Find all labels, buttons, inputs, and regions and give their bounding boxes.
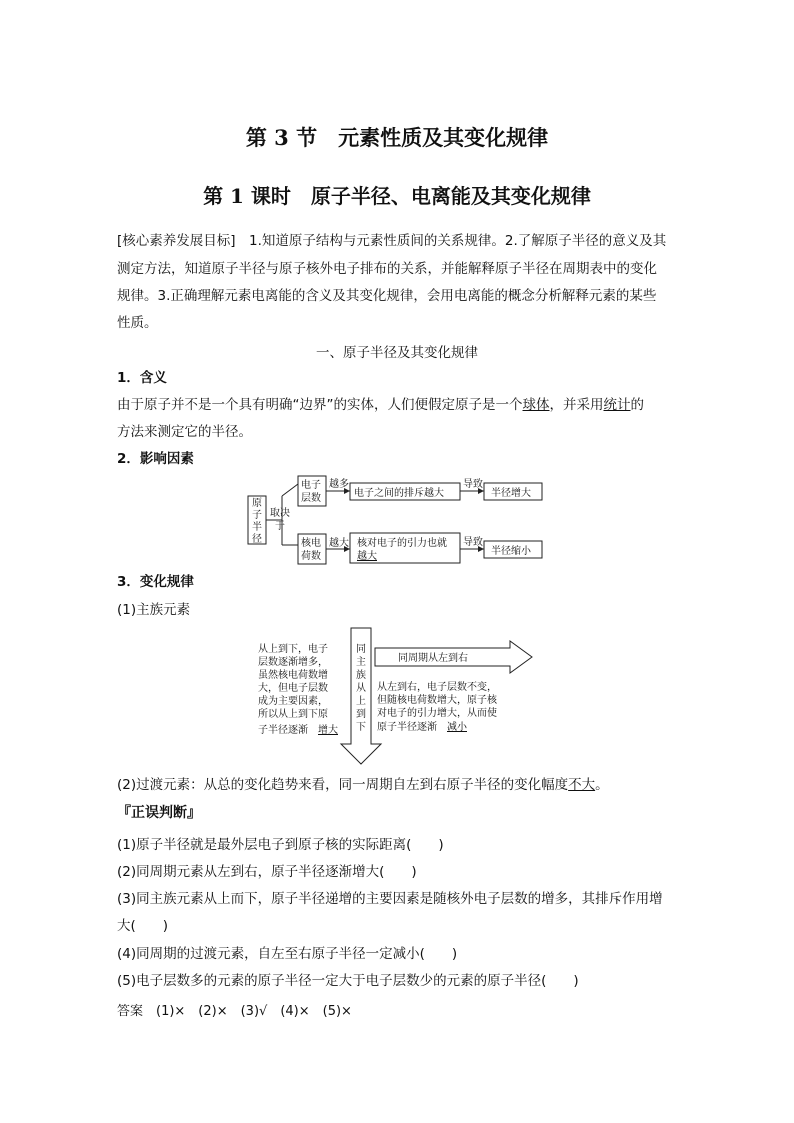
root-char: 子: [252, 510, 262, 521]
judge-item: (5)电子层数多的元素的原子半径一定大于电子层数少的元素的原子半径( ): [117, 973, 579, 989]
main-group-label: (1)主族元素: [117, 602, 191, 618]
result-text: 半径缩小: [491, 546, 531, 557]
effect-text: 核对电子的引力也就: [357, 538, 447, 549]
down-label: 上: [356, 696, 366, 707]
law-heading: 3．变化规律: [117, 574, 194, 590]
root-char: 径: [252, 534, 262, 545]
judge-item: (4)同周期的过渡元素，自左至右原子半径一定减小( ): [117, 946, 458, 962]
left-text: 大，但电子层数: [258, 683, 328, 694]
right-arrow-label: 同周期从左到右: [398, 653, 468, 664]
down-label: 同: [356, 644, 366, 655]
meaning-text: 的: [630, 397, 644, 413]
lead-label: 导致: [463, 537, 483, 548]
left-text: 从上到下，电子: [258, 644, 328, 655]
left-text: 子半径逐渐: [258, 725, 308, 736]
depends-label: 于: [275, 521, 285, 532]
root-char: 半: [252, 522, 262, 533]
right-text: 但随核电荷数增大，原子核: [377, 695, 497, 706]
transition-line: [117, 775, 609, 795]
result-text: 半径增大: [491, 488, 531, 499]
judge-item: (3)同主族元素从上而下，原子半径递增的主要因素是随核外电子层数的增多，其排斥作用增: [117, 891, 663, 907]
answer-line: 答案 (1)× (2)× (3)√ (4)× (5)×: [117, 1004, 352, 1019]
root-char: 原: [252, 498, 262, 509]
right-underlined: 减小: [447, 722, 467, 733]
judge-item: (1)原子半径就是最外层电子到原子核的实际距离( ): [117, 837, 444, 853]
underlined-answer: 球体: [522, 397, 550, 413]
left-text: 层数逐渐增多，: [258, 657, 328, 668]
judge-item: 大( ): [117, 918, 169, 934]
right-text: 对电子的引力增大，从而使: [377, 708, 497, 719]
goals-line: [核心素养发展目标] 1.知道原子结构与元素性质间的关系规律。2.了解原子半径的意义及其: [117, 233, 667, 249]
judge-item: (2)同周期元素从左到右，原子半径逐渐增大( ): [117, 864, 417, 880]
depends-label: 取决: [270, 508, 290, 519]
down-label: 族: [356, 670, 366, 681]
left-text: 成为主要因素，: [258, 696, 328, 707]
left-underlined: 增大: [318, 725, 338, 736]
condition-label: 越大: [329, 538, 349, 549]
meaning-text: 由于原子并不是一个具有明确“边界”的实体，人们便假定原子是一个: [117, 397, 523, 413]
meaning-text: ，并采用: [549, 397, 604, 413]
left-text: 虽然核电荷数增: [258, 670, 328, 681]
condition-label: 越多: [329, 479, 349, 490]
section-heading: 一、原子半径及其变化规律: [316, 345, 478, 361]
meaning-line-2: 方法来测定它的半径。: [117, 424, 252, 440]
goals-line: 测定方法，知道原子半径与原子核外电子排布的关系，并能解释原子半径在周期表中的变化: [117, 261, 657, 277]
goals-line: 规律。3.正确理解元素电离能的含义及其变化规律，会用电离能的概念分析解释元素的某些: [117, 288, 657, 304]
judge-heading: 『正误判断』: [117, 805, 201, 821]
underlined-answer: 统计: [603, 397, 631, 413]
factor-label: 电子: [301, 480, 321, 491]
transition-text: (2)过渡元素：从总的变化趋势来看，同一周期自左到右原子半径的变化幅度: [117, 777, 569, 793]
left-text: 所以从上到下原: [258, 709, 328, 720]
lesson-title: 第 1 课时 原子半径、电离能及其变化规律: [203, 184, 591, 208]
transition-text: 。: [595, 777, 609, 793]
down-label: 到: [356, 709, 366, 720]
down-label: 从: [356, 683, 366, 694]
lead-label: 导致: [463, 479, 483, 490]
effect-text: 电子之间的排斥越大: [354, 488, 444, 499]
down-label: 下: [356, 722, 366, 733]
factors-heading: 2．影响因素: [117, 451, 194, 467]
right-text: 从左到右，电子层数不变，: [377, 682, 497, 693]
down-label: 主: [356, 657, 366, 668]
factor-label: 层数: [301, 493, 321, 504]
factor-label: 荷数: [301, 551, 321, 562]
effect-text: 越大: [357, 551, 377, 562]
meaning-heading: 1．含义: [117, 370, 167, 386]
underlined-answer: 不大: [568, 777, 596, 793]
goals-line: 性质。: [117, 315, 158, 331]
right-text: 原子半径逐渐: [377, 722, 437, 733]
section-title: 第 3 节 元素性质及其变化规律: [245, 125, 549, 150]
factor-label: 核电: [301, 538, 321, 549]
